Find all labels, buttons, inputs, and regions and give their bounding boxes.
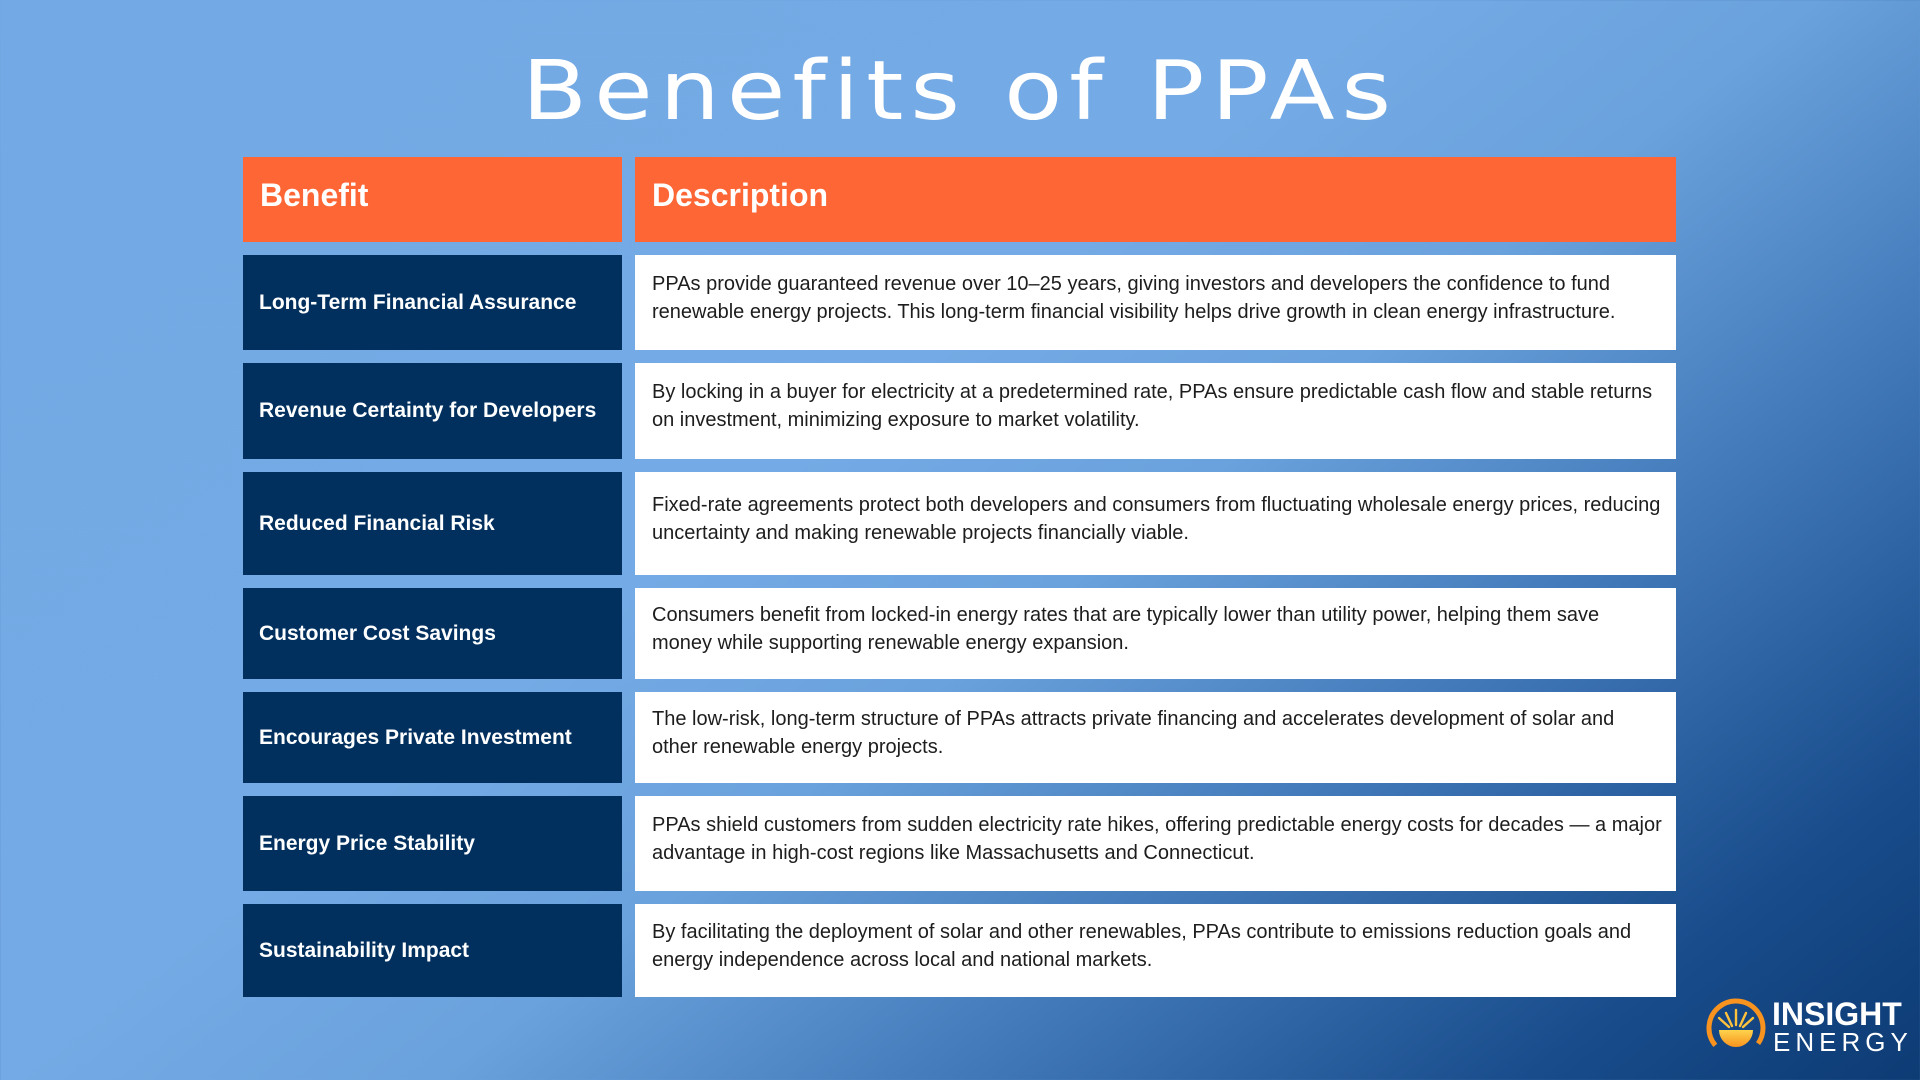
description-cell: The low-risk, long-term structure of PPAs attracts private financing and accelerates development of solar and other renewable energy projects. [635,692,1676,783]
page-title: Benefits of PPAs [521,44,1399,139]
description-cell: PPAs shield customers from sudden electricity rate hikes, offering predictable energy costs for decades — a major advantage in high-cost regions like Massachusetts and Connecticut. [635,796,1676,891]
benefit-cell: Long-Term Financial Assurance [243,255,622,350]
logo-wordmark-top: INSIGHT [1772,996,1902,1032]
description-cell: By facilitating the deployment of solar and other renewables, PPAs contribute to emissions reduction goals and energy independence across local and national markets. [635,904,1676,997]
header-benefit: Benefit [243,157,622,242]
header-description: Description [635,157,1676,242]
sun-icon [1706,996,1766,1058]
logo-wordmark-bottom: ENERGY [1773,1027,1913,1057]
description-cell: PPAs provide guaranteed revenue over 10–25 years, giving investors and developers the confidence to fund renewable energy projects. This long-term financial visibility helps drive growth in clean energy infrastructure. [635,255,1676,350]
benefit-cell: Revenue Certainty for Developers [243,363,622,459]
description-cell: By locking in a buyer for electricity at a predetermined rate, PPAs ensure predictable cash flow and stable returns on investment, minimizing exposure to market volatility. [635,363,1676,459]
benefit-cell: Sustainability Impact [243,904,622,997]
benefit-cell: Customer Cost Savings [243,588,622,679]
benefit-cell: Energy Price Stability [243,796,622,891]
benefit-cell: Reduced Financial Risk [243,472,622,575]
benefit-cell: Encourages Private Investment [243,692,622,783]
insight-energy-logo [1706,996,1913,1060]
description-cell: Fixed-rate agreements protect both developers and consumers from fluctuating wholesale energy prices, reducing uncertainty and making renewable projects financially viable. [635,472,1676,575]
description-cell: Consumers benefit from locked-in energy rates that are typically lower than utility power, helping them save money while supporting renewable energy expansion. [635,588,1676,679]
